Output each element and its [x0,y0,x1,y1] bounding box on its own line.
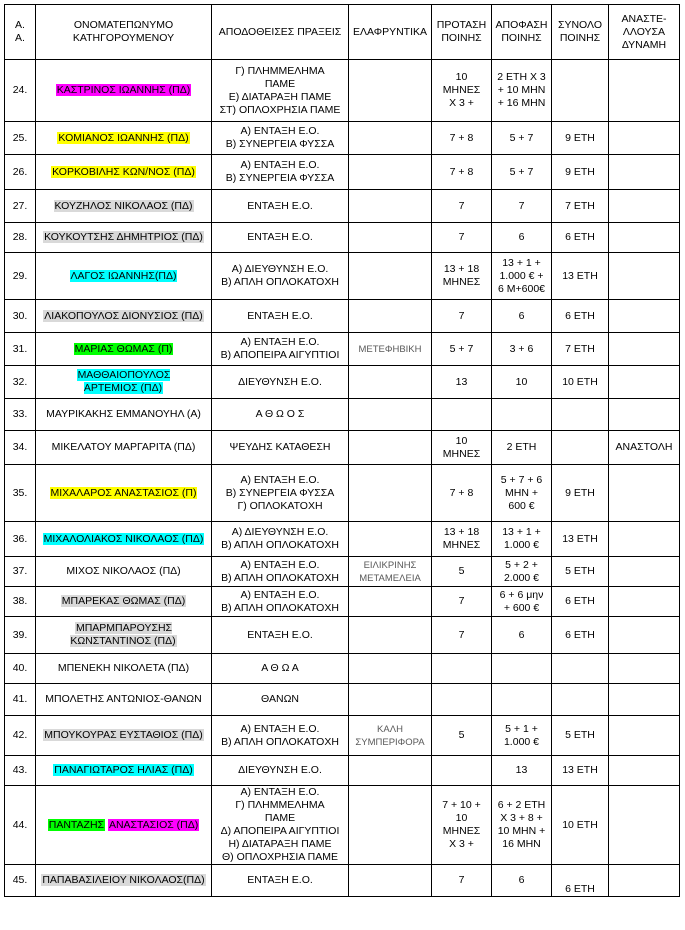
header-row [5,5,680,60]
total-sentence [552,684,609,716]
charged-acts: Α) ΕΝΤΑΞΗ Ε.Ο. Β) ΣΥΝΕΡΓΕΙΑ ΦΥΣΣΑ [212,122,349,155]
table-row [5,300,680,333]
charged-acts: ΕΝΤΑΞΗ Ε.Ο. [212,223,349,253]
sentence-proposal: 10 ΜΗΝΕΣ [432,431,492,465]
sentence-proposal: 7 [432,190,492,223]
defendant-name-part: ΠΑΝΑΓΙΩΤΑΡΟΣ ΗΛΙΑΣ (ΠΔ) [54,764,193,776]
defendant-name [36,786,212,865]
sentence-decision: 3 + 6 [492,333,552,366]
table-row [5,366,680,399]
defendant-name [36,756,212,786]
mitigating-factors [349,253,432,300]
charged-acts: Α) ΕΝΤΑΞΗ Ε.Ο. Β) ΑΠΛΗ ΟΠΛΟΚΑΤΟΧΗ [212,587,349,617]
charged-acts: Α) ΔΙΕΥΘΥΝΣΗ Ε.Ο. Β) ΑΠΛΗ ΟΠΛΟΚΑΤΟΧΗ [212,522,349,557]
total-sentence: 9 ΕΤΗ [552,155,609,190]
row-number: 31. [5,333,36,366]
defendant-name [36,190,212,223]
row-number: 32. [5,366,36,399]
charged-acts: Α Θ Ω Α [212,654,349,684]
sentences-table [4,4,680,897]
sentence-proposal: 7 + 10 + 10 ΜΗΝΕΣ Χ 3 + [432,786,492,865]
sentence-decision: 5 + 1 + 1.000 € [492,716,552,756]
sentence-decision: 5 + 2 + 2.000 € [492,557,552,587]
sentence-decision [492,684,552,716]
row-number: 34. [5,431,36,465]
sentence-decision: 2 ΕΤΗ [492,431,552,465]
suspensive-effect [609,684,680,716]
defendant-name-part: ΜΠΑΡΜΠΑΡΟΥΣΗΣ ΚΩΝΣΤΑΝΤΙΝΟΣ (ΠΔ) [70,622,176,647]
total-sentence [552,431,609,465]
defendant-name-part: ΜΑΥΡΙΚΑΚΗΣ ΕΜΜΑΝΟΥΗΛ (Α) [46,408,201,420]
total-sentence: 6 ΕΤΗ [552,300,609,333]
defendant-name-part: ΜΙΧΟΣ ΝΙΚΟΛΑΟΣ (ΠΔ) [66,565,181,577]
defendant-name [36,366,212,399]
sentence-proposal: 7 + 8 [432,155,492,190]
sentence-proposal: 5 [432,716,492,756]
suspensive-effect [609,60,680,122]
sentence-decision: 10 [492,366,552,399]
table-row [5,756,680,786]
sentence-decision: 6 [492,865,552,897]
defendant-name [36,716,212,756]
mitigating-factors: ΚΑΛΗ ΣΥΜΠΕΡΙΦΟΡΑ [349,716,432,756]
charged-acts: Γ) ΠΛΗΜΜΕΛΗΜΑ ΠΑΜΕ Ε) ΔΙΑΤΑΡΑΞΗ ΠΑΜΕ ΣΤ) ΟΠΛΟΧΡΗΣΙΑ ΠΑΜΕ [212,60,349,122]
table-row [5,465,680,522]
mitigating-factors [349,122,432,155]
defendant-name [36,522,212,557]
sentence-decision: 6 + 2 ΕΤΗ Χ 3 + 8 + 10 ΜΗΝ + 16 ΜΗΝ [492,786,552,865]
mitigating-factors [349,300,432,333]
defendant-name-part: ΚΟΡΚΟΒΙΛΗΣ ΚΩΝ/ΝΟΣ (ΠΔ) [52,165,195,178]
sentence-decision: 6 [492,617,552,654]
header-suspensive: ΑΝΑΣΤΕ- ΛΛΟΥΣΑ ΔΥΝΑΜΗ [609,5,680,60]
defendant-name-part: ΜΠΟΛΕΤΗΣ ΑΝΤΩΝΙΟΣ-ΘΑΝΩΝ [45,693,202,705]
row-number: 27. [5,190,36,223]
sentence-decision [492,654,552,684]
total-sentence: 10 ΕΤΗ [552,366,609,399]
table-row [5,399,680,431]
table-row [5,522,680,557]
defendant-name [36,300,212,333]
sentence-proposal: 5 [432,557,492,587]
defendant-name [36,60,212,122]
suspensive-effect [609,522,680,557]
suspensive-effect [609,366,680,399]
table-row [5,431,680,465]
sentence-proposal [432,654,492,684]
row-number: 36. [5,522,36,557]
defendant-name [36,431,212,465]
table-row [5,716,680,756]
row-number: 28. [5,223,36,253]
header-mitigating: ΕΛΑΦΡΥΝΤΙΚΑ [349,5,432,60]
table-row [5,155,680,190]
sentence-decision: 13 + 1 + 1.000 € + 6 Μ+600€ [492,253,552,300]
defendant-name-part: ΑΝΑΣΤΑΣΙΟΣ (ΠΔ) [108,818,199,831]
header-charged-acts: ΑΠΟΔΟΘΕΙΣΕΣ ΠΡΑΞΕΙΣ [212,5,349,60]
charged-acts: ΕΝΤΑΞΗ Ε.Ο. [212,190,349,223]
defendant-name [36,253,212,300]
sentence-decision: 5 + 7 [492,122,552,155]
defendant-name-part: ΚΟΥΖΗΛΟΣ ΝΙΚΟΛΑΟΣ (ΠΔ) [54,199,193,212]
sentence-decision: 6 [492,300,552,333]
defendant-name-part: ΠΑΝΤΑΖΗΣ [48,818,105,831]
total-sentence: 9 ΕΤΗ [552,465,609,522]
total-sentence [552,654,609,684]
defendant-name-part: ΜΠΟΥΚΟΥΡΑΣ ΕΥΣΤΑΘΙΟΣ (ΠΔ) [44,729,203,741]
suspensive-effect [609,465,680,522]
header-number: Α. Α. [5,5,36,60]
row-number: 38. [5,587,36,617]
sentence-decision: 6 + 6 μην + 600 € [492,587,552,617]
charged-acts: ΕΝΤΑΞΗ Ε.Ο. [212,300,349,333]
sentence-decision: 2 ΕΤΗ Χ 3 + 10 ΜΗΝ + 16 ΜΗΝ [492,60,552,122]
sentence-proposal [432,756,492,786]
table-body [5,60,680,897]
total-sentence: 6 ΕΤΗ [552,223,609,253]
suspensive-effect [609,253,680,300]
total-sentence: 6 ΕΤΗ [552,587,609,617]
defendant-name-part: ΜΑΘΘΑΙΟΠΟΥΛΟΣ ΑΡΤΕΜΙΟΣ (ΠΔ) [77,369,171,394]
header-total: ΣΥΝΟΛΟ ΠΟΙΝΗΣ [552,5,609,60]
charged-acts: Α Θ Ω Ο Σ [212,399,349,431]
table-row [5,223,680,253]
defendant-name [36,617,212,654]
total-sentence: 13 ΕΤΗ [552,253,609,300]
mitigating-factors [349,587,432,617]
mitigating-factors [349,684,432,716]
defendant-name-part: ΚΟΥΚΟΥΤΣΗΣ ΔΗΜΗΤΡΙΟΣ (ΠΔ) [44,231,203,243]
row-number: 29. [5,253,36,300]
defendant-name [36,587,212,617]
charged-acts: Α) ΕΝΤΑΞΗ Ε.Ο. Β) ΣΥΝΕΡΓΕΙΑ ΦΥΣΣΑ Γ) ΟΠΛΟΚΑΤΟΧΗ [212,465,349,522]
sentence-proposal: 7 [432,617,492,654]
table-row [5,253,680,300]
table-row [5,684,680,716]
total-sentence: 6 ΕΤΗ [552,865,609,897]
row-number: 37. [5,557,36,587]
suspensive-effect [609,587,680,617]
sentence-decision: 13 [492,756,552,786]
mitigating-factors [349,756,432,786]
charged-acts: ΕΝΤΑΞΗ Ε.Ο. [212,865,349,897]
table-row [5,333,680,366]
row-number: 40. [5,654,36,684]
row-number: 30. [5,300,36,333]
table-row [5,60,680,122]
row-number: 24. [5,60,36,122]
total-sentence: 10 ΕΤΗ [552,786,609,865]
defendant-name-part: ΜΙΧΑΛΟΛΙΑΚΟΣ ΝΙΚΟΛΑΟΣ (ΠΔ) [43,532,204,545]
defendant-name [36,654,212,684]
row-number: 41. [5,684,36,716]
suspensive-effect [609,223,680,253]
total-sentence: 6 ΕΤΗ [552,617,609,654]
defendant-name-part: ΜΠΑΡΕΚΑΣ ΘΩΜΑΣ (ΠΔ) [61,595,186,607]
defendant-name [36,223,212,253]
document-page [4,4,680,897]
row-number: 39. [5,617,36,654]
mitigating-factors [349,465,432,522]
total-sentence: 5 ΕΤΗ [552,716,609,756]
sentence-proposal: 7 [432,223,492,253]
charged-acts: ΘΑΝΩΝ [212,684,349,716]
total-sentence [552,399,609,431]
row-number: 45. [5,865,36,897]
suspensive-effect [609,716,680,756]
table-row [5,122,680,155]
mitigating-factors [349,223,432,253]
mitigating-factors [349,865,432,897]
mitigating-factors [349,617,432,654]
table-row [5,587,680,617]
total-sentence: 13 ΕΤΗ [552,522,609,557]
row-number: 43. [5,756,36,786]
table-row [5,617,680,654]
sentence-decision: 13 + 1 + 1.000 € [492,522,552,557]
sentence-proposal: 7 [432,865,492,897]
row-number: 26. [5,155,36,190]
sentence-proposal: 7 [432,587,492,617]
defendant-name-part: ΚΟΜΙΑΝΟΣ ΙΩΑΝΝΗΣ (ΠΔ) [58,131,189,144]
sentence-proposal [432,684,492,716]
sentence-proposal: 7 [432,300,492,333]
defendant-name [36,155,212,190]
charged-acts: Α) ΕΝΤΑΞΗ Ε.Ο. Β) ΑΠΛΗ ΟΠΛΟΚΑΤΟΧΗ [212,716,349,756]
charged-acts: Α) ΕΝΤΑΞΗ Ε.Ο. Β) ΣΥΝΕΡΓΕΙΑ ΦΥΣΣΑ [212,155,349,190]
suspensive-effect [609,557,680,587]
table-row [5,654,680,684]
sentence-proposal: 13 + 18 ΜΗΝΕΣ [432,253,492,300]
suspensive-effect [609,865,680,897]
mitigating-factors: ΕΙΛΙΚΡΙΝΗΣ ΜΕΤΑΜΕΛΕΙΑ [349,557,432,587]
table-row [5,786,680,865]
defendant-name-part: ΚΑΣΤΡΙΝΟΣ ΙΩΑΝΝΗΣ (ΠΔ) [56,84,191,96]
charged-acts: ΨΕΥΔΗΣ ΚΑΤΑΘΕΣΗ [212,431,349,465]
sentence-proposal: 7 + 8 [432,122,492,155]
sentence-decision: 5 + 7 + 6 ΜΗΝ + 600 € [492,465,552,522]
sentence-proposal: 10 ΜΗΝΕΣ Χ 3 + [432,60,492,122]
charged-acts: Α) ΕΝΤΑΞΗ Ε.Ο. Β) ΑΠΟΠΕΙΡΑ ΑΙΓΥΠΤΙΟΙ [212,333,349,366]
sentence-proposal [432,399,492,431]
charged-acts: ΔΙΕΥΘΥΝΣΗ Ε.Ο. [212,756,349,786]
table-row [5,190,680,223]
suspensive-effect [609,756,680,786]
defendant-name-part: ΛΙΑΚΟΠΟΥΛΟΣ ΔΙΟΝΥΣΙΟΣ (ΠΔ) [44,309,203,322]
suspensive-effect [609,399,680,431]
row-number: 33. [5,399,36,431]
defendant-name [36,557,212,587]
defendant-name-part: ΜΑΡΙΑΣ ΘΩΜΑΣ (Π) [74,342,173,355]
total-sentence: 9 ΕΤΗ [552,122,609,155]
header-proposal: ΠΡΟΤΑΣΗ ΠΟΙΝΗΣ [432,5,492,60]
charged-acts: ΕΝΤΑΞΗ Ε.Ο. [212,617,349,654]
header-decision: ΑΠΟΦΑΣΗ ΠΟΙΝΗΣ [492,5,552,60]
defendant-name-part: ΠΑΠΑΒΑΣΙΛΕΙΟΥ ΝΙΚΟΛΑΟΣ(ΠΔ) [42,874,205,886]
row-number: 25. [5,122,36,155]
sentence-proposal: 13 + 18 ΜΗΝΕΣ [432,522,492,557]
mitigating-factors [349,190,432,223]
table-row [5,865,680,897]
defendant-name [36,399,212,431]
sentence-proposal: 7 + 8 [432,465,492,522]
charged-acts: Α) ΔΙΕΥΘΥΝΣΗ Ε.Ο. Β) ΑΠΛΗ ΟΠΛΟΚΑΤΟΧΗ [212,253,349,300]
table-row [5,557,680,587]
mitigating-factors [349,366,432,399]
total-sentence [552,60,609,122]
mitigating-factors [349,654,432,684]
mitigating-factors: ΜΕΤΕΦΗΒΙΚΗ [349,333,432,366]
defendant-name [36,684,212,716]
mitigating-factors [349,431,432,465]
suspensive-effect [609,333,680,366]
sentence-decision: 7 [492,190,552,223]
defendant-name [36,465,212,522]
header-defendant-name: ΟΝΟΜΑΤΕΠΩΝΥΜΟ ΚΑΤΗΓΟΡΟΥΜΕΝΟΥ [36,5,212,60]
suspensive-effect [609,300,680,333]
row-number: 35. [5,465,36,522]
total-sentence: 7 ΕΤΗ [552,333,609,366]
suspensive-effect [609,155,680,190]
sentence-proposal: 13 [432,366,492,399]
suspensive-effect [609,122,680,155]
row-number: 44. [5,786,36,865]
sentence-decision [492,399,552,431]
mitigating-factors [349,522,432,557]
defendant-name-part: ΜΠΕΝΕΚΗ ΝΙΚΟΛΕΤΑ (ΠΔ) [57,662,190,674]
defendant-name [36,865,212,897]
suspensive-effect: ΑΝΑΣΤΟΛΗ [609,431,680,465]
suspensive-effect [609,786,680,865]
sentence-proposal: 5 + 7 [432,333,492,366]
suspensive-effect [609,617,680,654]
charged-acts: Α) ΕΝΤΑΞΗ Ε.Ο. Γ) ΠΛΗΜΜΕΛΗΜΑ ΠΑΜΕ Δ) ΑΠΟΠΕΙΡΑ ΑΙΓΥΠΤΙΟΙ Η) ΔΙΑΤΑΡΑΞΗ ΠΑΜΕ Θ) ΟΠΛΟΧΡΗΣΙΑ ΠΑΜΕ [212,786,349,865]
mitigating-factors [349,155,432,190]
mitigating-factors [349,60,432,122]
mitigating-factors [349,786,432,865]
defendant-name [36,333,212,366]
total-sentence: 5 ΕΤΗ [552,557,609,587]
sentence-decision: 6 [492,223,552,253]
suspensive-effect [609,654,680,684]
defendant-name-part: ΛΑΓΟΣ ΙΩΑΝΝΗΣ(ΠΔ) [70,269,177,282]
charged-acts: ΔΙΕΥΘΥΝΣΗ Ε.Ο. [212,366,349,399]
suspensive-effect [609,190,680,223]
defendant-name [36,122,212,155]
defendant-name-part: ΜΙΧΑΛΑΡΟΣ ΑΝΑΣΤΑΣΙΟΣ (Π) [50,486,197,499]
mitigating-factors [349,399,432,431]
total-sentence: 7 ΕΤΗ [552,190,609,223]
row-number: 42. [5,716,36,756]
total-sentence: 13 ΕΤΗ [552,756,609,786]
charged-acts: Α) ΕΝΤΑΞΗ Ε.Ο. Β) ΑΠΛΗ ΟΠΛΟΚΑΤΟΧΗ [212,557,349,587]
sentence-decision: 5 + 7 [492,155,552,190]
defendant-name-part: ΜΙΚΕΛΑΤΟΥ ΜΑΡΓΑΡΙΤΑ (ΠΔ) [51,441,196,453]
